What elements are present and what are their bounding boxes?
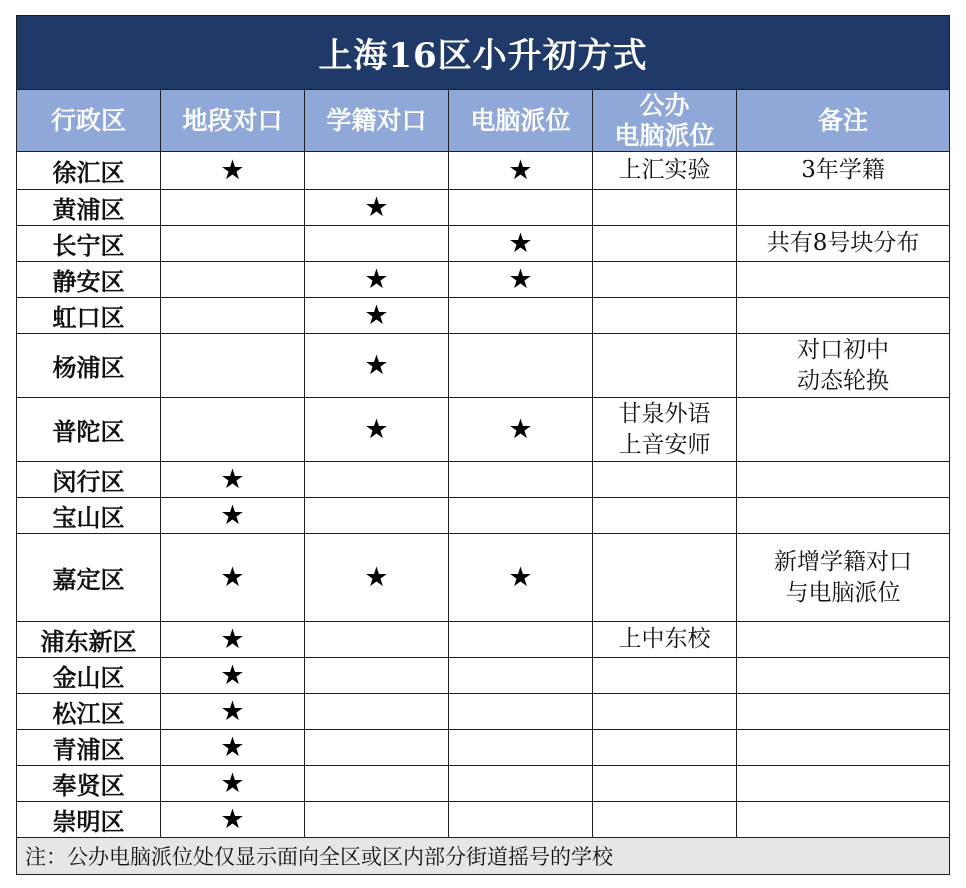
table-row	[17, 334, 950, 398]
remark-cell	[737, 694, 950, 730]
public-lottery-cell	[593, 334, 737, 398]
header-district: 行政区	[17, 90, 161, 152]
header-public-lottery: 公办 电脑派位	[593, 90, 737, 152]
star-icon: ★	[508, 562, 533, 593]
public-lottery-cell	[593, 766, 737, 802]
public-lottery-cell	[593, 802, 737, 838]
public-lottery-cell	[593, 298, 737, 334]
star-icon: ★	[364, 192, 389, 223]
header-zone-match: 地段对口	[161, 90, 305, 152]
remark-cell	[737, 398, 950, 462]
public-lottery-cell: 上汇实验	[593, 152, 737, 190]
zone-match-cell	[161, 152, 305, 190]
remark-cell: 共有8号块分布	[737, 226, 950, 262]
public-lottery-cell	[593, 658, 737, 694]
lottery-cell	[449, 802, 593, 838]
district-cell: 闵行区	[17, 462, 161, 498]
remark-cell: 新增学籍对口 与电脑派位	[737, 534, 950, 622]
table-row	[17, 190, 950, 226]
public-lottery-cell	[593, 190, 737, 226]
district-cell: 青浦区	[17, 730, 161, 766]
lottery-cell	[449, 190, 593, 226]
public-lottery-cell	[593, 462, 737, 498]
registry-match-cell	[305, 802, 449, 838]
zone-match-cell	[161, 262, 305, 298]
public-lottery-cell	[593, 694, 737, 730]
registry-match-cell	[305, 498, 449, 534]
remark-cell	[737, 298, 950, 334]
remark-cell	[737, 498, 950, 534]
table-row	[17, 262, 950, 298]
zone-match-cell	[161, 622, 305, 658]
lottery-cell	[449, 658, 593, 694]
zone-match-cell	[161, 802, 305, 838]
star-icon: ★	[220, 464, 245, 495]
zone-match-cell	[161, 334, 305, 398]
registry-match-cell	[305, 766, 449, 802]
star-icon: ★	[508, 264, 533, 295]
district-cell: 虹口区	[17, 298, 161, 334]
registry-match-cell	[305, 694, 449, 730]
remark-cell: 对口初中 动态轮换	[737, 334, 950, 398]
registry-match-cell	[305, 534, 449, 622]
table-row	[17, 152, 950, 190]
district-cell: 浦东新区	[17, 622, 161, 658]
table-row	[17, 658, 950, 694]
admission-table	[16, 15, 950, 875]
district-cell: 嘉定区	[17, 534, 161, 622]
lottery-cell	[449, 334, 593, 398]
star-icon: ★	[220, 155, 245, 186]
registry-match-cell	[305, 462, 449, 498]
zone-match-cell	[161, 766, 305, 802]
star-icon: ★	[220, 562, 245, 593]
zone-match-cell	[161, 226, 305, 262]
table-row	[17, 462, 950, 498]
table-title: 上海16区小升初方式	[17, 16, 950, 90]
remark-cell	[737, 766, 950, 802]
zone-match-cell	[161, 498, 305, 534]
header-remarks: 备注	[737, 90, 950, 152]
district-cell: 徐汇区	[17, 152, 161, 190]
table-row	[17, 694, 950, 730]
district-cell: 宝山区	[17, 498, 161, 534]
header-lottery: 电脑派位	[449, 90, 593, 152]
public-lottery-cell	[593, 534, 737, 622]
registry-match-cell	[305, 730, 449, 766]
star-icon: ★	[508, 228, 533, 259]
district-cell: 松江区	[17, 694, 161, 730]
star-icon: ★	[220, 696, 245, 727]
lottery-cell	[449, 152, 593, 190]
remark-cell	[737, 622, 950, 658]
registry-match-cell	[305, 262, 449, 298]
public-lottery-cell	[593, 262, 737, 298]
lottery-cell	[449, 398, 593, 462]
star-icon: ★	[220, 768, 245, 799]
public-lottery-cell: 甘泉外语 上音安师	[593, 398, 737, 462]
star-icon: ★	[364, 350, 389, 381]
lottery-cell	[449, 498, 593, 534]
star-icon: ★	[508, 155, 533, 186]
zone-match-cell	[161, 190, 305, 226]
lottery-cell	[449, 298, 593, 334]
public-lottery-cell	[593, 226, 737, 262]
zone-match-cell	[161, 694, 305, 730]
district-cell: 崇明区	[17, 802, 161, 838]
star-icon: ★	[220, 804, 245, 835]
star-icon: ★	[364, 264, 389, 295]
star-icon: ★	[364, 300, 389, 331]
registry-match-cell	[305, 398, 449, 462]
district-cell: 金山区	[17, 658, 161, 694]
registry-match-cell	[305, 334, 449, 398]
remark-cell	[737, 730, 950, 766]
registry-match-cell	[305, 298, 449, 334]
table-row	[17, 398, 950, 462]
public-lottery-cell	[593, 730, 737, 766]
district-cell: 奉贤区	[17, 766, 161, 802]
lottery-cell	[449, 534, 593, 622]
zone-match-cell	[161, 398, 305, 462]
star-icon: ★	[364, 562, 389, 593]
public-lottery-cell: 上中东校	[593, 622, 737, 658]
table-row	[17, 730, 950, 766]
table-row	[17, 226, 950, 262]
remark-cell	[737, 462, 950, 498]
footnote: 注：公办电脑派位处仅显示面向全区或区内部分街道摇号的学校	[17, 838, 950, 875]
district-cell: 静安区	[17, 262, 161, 298]
lottery-cell	[449, 226, 593, 262]
lottery-cell	[449, 262, 593, 298]
lottery-cell	[449, 730, 593, 766]
table-row	[17, 498, 950, 534]
registry-match-cell	[305, 152, 449, 190]
star-icon: ★	[220, 500, 245, 531]
star-icon: ★	[364, 414, 389, 445]
district-cell: 杨浦区	[17, 334, 161, 398]
district-cell: 普陀区	[17, 398, 161, 462]
star-icon: ★	[220, 624, 245, 655]
zone-match-cell	[161, 730, 305, 766]
registry-match-cell	[305, 658, 449, 694]
remark-cell	[737, 190, 950, 226]
registry-match-cell	[305, 190, 449, 226]
district-cell: 黄浦区	[17, 190, 161, 226]
registry-match-cell	[305, 622, 449, 658]
zone-match-cell	[161, 298, 305, 334]
table-row	[17, 534, 950, 622]
remark-cell	[737, 262, 950, 298]
table-row	[17, 766, 950, 802]
public-lottery-cell	[593, 498, 737, 534]
star-icon: ★	[220, 732, 245, 763]
lottery-cell	[449, 462, 593, 498]
star-icon: ★	[220, 660, 245, 691]
zone-match-cell	[161, 462, 305, 498]
lottery-cell	[449, 622, 593, 658]
zone-match-cell	[161, 658, 305, 694]
remark-cell: 3年学籍	[737, 152, 950, 190]
lottery-cell	[449, 694, 593, 730]
remark-cell	[737, 802, 950, 838]
table-row	[17, 298, 950, 334]
table-row	[17, 622, 950, 658]
header-registry-match: 学籍对口	[305, 90, 449, 152]
remark-cell	[737, 658, 950, 694]
star-icon: ★	[508, 414, 533, 445]
registry-match-cell	[305, 226, 449, 262]
table-row	[17, 802, 950, 838]
lottery-cell	[449, 766, 593, 802]
district-cell: 长宁区	[17, 226, 161, 262]
zone-match-cell	[161, 534, 305, 622]
